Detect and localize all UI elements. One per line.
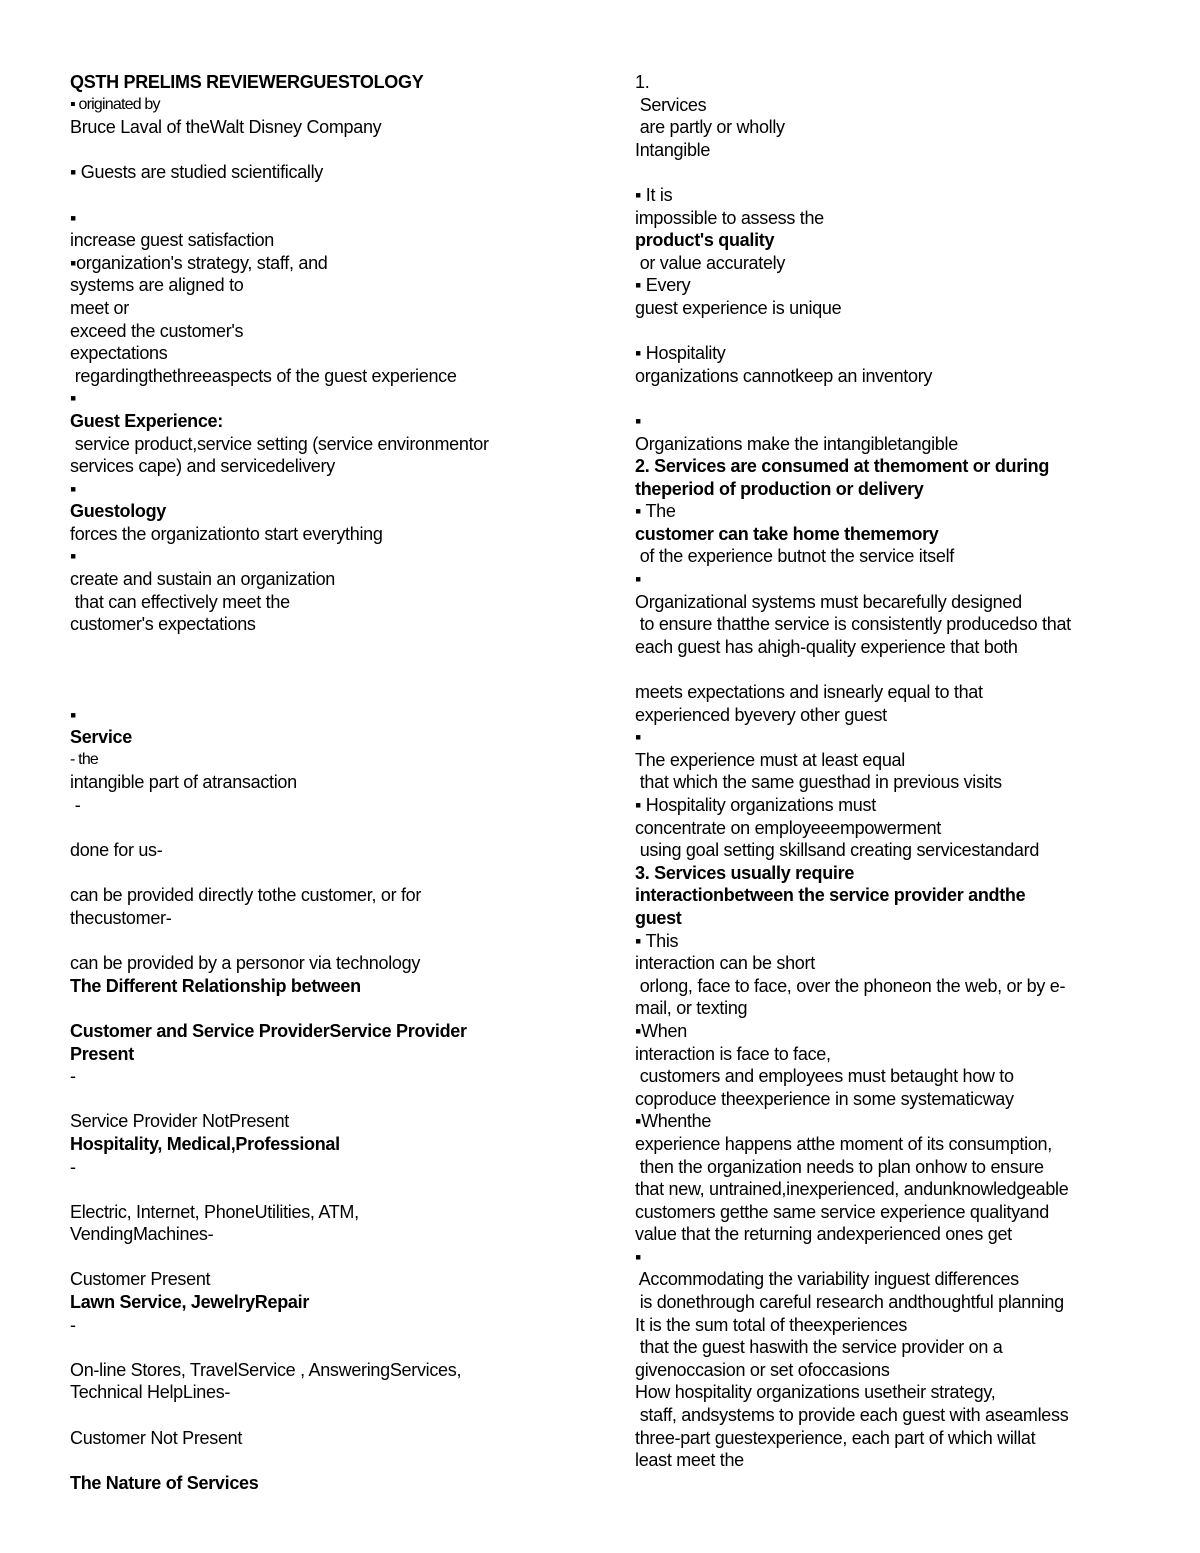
left-text-line: - bbox=[70, 1156, 76, 1177]
left-blank-line bbox=[70, 1246, 570, 1269]
right-text-line: The experience must at least equal bbox=[635, 749, 905, 770]
left-blank-line bbox=[70, 817, 570, 840]
right-text-line: is donethrough careful research andthoughtful planning bbox=[635, 1292, 1064, 1313]
left-text-line: Electric, Internet, PhoneUtilities, ATM, bbox=[70, 1201, 359, 1222]
right-text-line: orlong, face to face, over the phoneon the web, or by e- bbox=[635, 975, 1066, 996]
right-blank-line bbox=[635, 658, 1135, 681]
left-text-line: - the bbox=[70, 750, 99, 768]
left-blank-line bbox=[70, 1178, 570, 1201]
left-text-line: Service bbox=[70, 727, 132, 748]
right-text-line: ▪ bbox=[635, 1246, 642, 1267]
right-text-line: Services bbox=[635, 94, 707, 115]
right-text-line: then the organization needs to plan onhow to ensure bbox=[635, 1156, 1044, 1177]
left-text-line: Customer Present bbox=[70, 1269, 211, 1290]
left-blank-line bbox=[70, 184, 570, 207]
right-text-line: coproduce theexperience in some systematicway bbox=[635, 1088, 1014, 1109]
left-blank-line bbox=[70, 681, 570, 704]
left-text-line: regardingthethreeaspects of the guest experience bbox=[70, 365, 457, 386]
left-blank-line bbox=[70, 1336, 570, 1359]
right-text-line: that new, untrained,inexperienced, andunknowledgeable bbox=[635, 1179, 1069, 1200]
right-text-line: organizations cannotkeep an inventory bbox=[635, 365, 933, 386]
right-text-line: Organizational systems must becarefully designed bbox=[635, 591, 1022, 612]
left-text-line: Guestology bbox=[70, 501, 167, 522]
right-text-line: interaction can be short bbox=[635, 953, 815, 974]
left-text-line: services cape) and servicedelivery bbox=[70, 456, 335, 477]
left-text-line: that can effectively meet the bbox=[70, 591, 290, 612]
left-blank-line bbox=[70, 1088, 570, 1111]
right-text-line: are partly or wholly bbox=[635, 117, 785, 138]
left-text-line: expectations bbox=[70, 343, 168, 364]
right-text-line: customer can take home thememory bbox=[635, 523, 939, 544]
left-text-line: can be provided by a personor via technology bbox=[70, 953, 421, 974]
right-text-line: customers and employees must betaught how to bbox=[635, 1066, 1014, 1087]
left-text-line: - bbox=[70, 1066, 76, 1087]
right-blank-line bbox=[635, 387, 1135, 410]
left-text-line: ▪ bbox=[70, 207, 77, 228]
left-text-line: Hospitality, Medical,Professional bbox=[70, 1133, 340, 1154]
right-text-line: impossible to assess the bbox=[635, 207, 824, 228]
right-text-line: guest bbox=[635, 907, 682, 928]
left-text-line: ▪ bbox=[70, 388, 77, 409]
right-text-line: Intangible bbox=[635, 139, 711, 160]
left-text-line: Present bbox=[70, 1043, 134, 1064]
left-text-line: ▪ Guests are studied scientifically bbox=[70, 162, 323, 183]
right-text-line: that the guest haswith the service provider on a bbox=[635, 1337, 1003, 1358]
right-text-line: Accommodating the variability inguest differences bbox=[635, 1269, 1019, 1290]
left-blank-line bbox=[70, 139, 570, 162]
right-text-line: It is the sum total of theexperiences bbox=[635, 1314, 908, 1335]
right-text-line: guest experience is unique bbox=[635, 297, 842, 318]
right-text-line: experienced byevery other guest bbox=[635, 704, 887, 725]
left-text-line: service product,service setting (service environmentor bbox=[70, 433, 489, 454]
right-blank-line bbox=[635, 320, 1135, 343]
left-text-line: exceed the customer's bbox=[70, 320, 244, 341]
left-text-line: systems are aligned to bbox=[70, 275, 244, 296]
left-text-line: Technical HelpLines- bbox=[70, 1382, 231, 1403]
right-text-line: ▪ bbox=[635, 727, 642, 748]
right-text-line: customers getthe same service experience qualityand bbox=[635, 1201, 1049, 1222]
right-text-line: givenoccasion or set ofoccasions bbox=[635, 1359, 890, 1380]
left-text-line: ▪ bbox=[70, 704, 77, 725]
left-text-line: Guest Experience: bbox=[70, 410, 223, 431]
left-text-line: intangible part of atransaction bbox=[70, 772, 297, 793]
right-text-line: each guest has ahigh-quality experience that both bbox=[635, 636, 1018, 657]
right-text-line: interaction is face to face, bbox=[635, 1043, 831, 1064]
right-column bbox=[635, 71, 1135, 1472]
right-text-line: meets expectations and isnearly equal to that bbox=[635, 682, 983, 703]
left-blank-line bbox=[70, 1404, 570, 1427]
right-text-line: experience happens atthe moment of its consumption, bbox=[635, 1133, 1052, 1154]
left-text-line: Bruce Laval of theWalt Disney Company bbox=[70, 117, 382, 138]
left-text-line: ▪ originated by bbox=[70, 95, 160, 113]
left-text-line: - bbox=[70, 1314, 76, 1335]
left-text-line: Customer Not Present bbox=[70, 1427, 243, 1448]
right-text-line: How hospitality organizations usetheir strategy, bbox=[635, 1382, 996, 1403]
right-text-line: interactionbetween the service provider andthe bbox=[635, 885, 1026, 906]
left-blank-line bbox=[70, 658, 570, 681]
left-blank-line bbox=[70, 997, 570, 1020]
left-blank-line bbox=[70, 1449, 570, 1472]
left-text-line: increase guest satisfaction bbox=[70, 230, 275, 251]
left-text-line: The Nature of Services bbox=[70, 1472, 259, 1493]
left-text-line: create and sustain an organization bbox=[70, 569, 335, 590]
left-text-line: Lawn Service, JewelryRepair bbox=[70, 1292, 310, 1313]
left-text-line: can be provided directly tothe customer, or for bbox=[70, 885, 422, 906]
right-text-line: ▪ Every bbox=[635, 275, 691, 296]
right-blank-line bbox=[635, 161, 1135, 184]
right-text-line: 1. bbox=[635, 72, 650, 92]
right-text-line: Organizations make the intangibletangible bbox=[635, 433, 958, 454]
right-text-line: least meet the bbox=[635, 1450, 744, 1471]
left-text-line: customer's expectations bbox=[70, 614, 256, 635]
right-text-line: or value accurately bbox=[635, 252, 786, 273]
left-text-line: forces the organizationto start everything bbox=[70, 523, 383, 544]
left-text-line: VendingMachines- bbox=[70, 1224, 214, 1245]
left-blank-line bbox=[70, 862, 570, 885]
left-text-line: The Different Relationship between bbox=[70, 975, 361, 996]
right-text-line: three-part guestexperience, each part of which willat bbox=[635, 1427, 1036, 1448]
right-text-line: ▪ This bbox=[635, 930, 679, 951]
left-text-line: done for us- bbox=[70, 840, 163, 861]
right-text-line: theperiod of production or delivery bbox=[635, 478, 924, 499]
left-text-line: QSTH PRELIMS REVIEWERGUESTOLOGY bbox=[70, 72, 424, 92]
right-text-line: ▪Whenthe bbox=[635, 1111, 712, 1132]
right-text-line: staff, andsystems to provide each guest with aseamless bbox=[635, 1405, 1069, 1426]
right-text-line: ▪ bbox=[635, 410, 642, 431]
right-text-line: ▪When bbox=[635, 1020, 687, 1041]
right-text-line: ▪ The bbox=[635, 501, 676, 522]
right-text-line: 2. Services are consumed at themoment or during bbox=[635, 456, 1050, 477]
right-text-line: product's quality bbox=[635, 230, 775, 251]
left-text-line: ▪ bbox=[70, 546, 77, 567]
left-text-line: meet or bbox=[70, 297, 129, 318]
left-blank-line bbox=[70, 636, 570, 659]
left-text-line: Customer and Service ProviderService Provider bbox=[70, 1020, 467, 1041]
left-text-line: On-line Stores, TravelService , AnsweringServices, bbox=[70, 1359, 462, 1380]
left-text-line: Service Provider NotPresent bbox=[70, 1111, 289, 1132]
right-text-line: mail, or texting bbox=[635, 998, 748, 1019]
left-text-line: ▪ bbox=[70, 478, 77, 499]
right-text-line: ▪ bbox=[635, 569, 642, 590]
right-text-line: that which the same guesthad in previous visits bbox=[635, 772, 1002, 793]
right-text-line: of the experience butnot the service itself bbox=[635, 546, 954, 567]
right-text-line: using goal setting skillsand creating servicestandard bbox=[635, 840, 1040, 861]
right-text-line: ▪ It is bbox=[635, 184, 673, 205]
left-text-line: ▪organization's strategy, staff, and bbox=[70, 252, 328, 273]
left-blank-line bbox=[70, 930, 570, 953]
left-text-line: - bbox=[70, 795, 81, 815]
left-column bbox=[70, 71, 570, 1494]
right-text-line: value that the returning andexperienced ones get bbox=[635, 1224, 1012, 1245]
right-text-line: ▪ Hospitality bbox=[635, 343, 726, 364]
right-text-line: 3. Services usually require bbox=[635, 862, 855, 883]
left-text-line: thecustomer- bbox=[70, 907, 172, 928]
right-text-line: to ensure thatthe service is consistently producedso that bbox=[635, 614, 1071, 635]
right-text-line: concentrate on employeeempowerment bbox=[635, 817, 941, 838]
right-text-line: ▪ Hospitality organizations must bbox=[635, 795, 876, 815]
